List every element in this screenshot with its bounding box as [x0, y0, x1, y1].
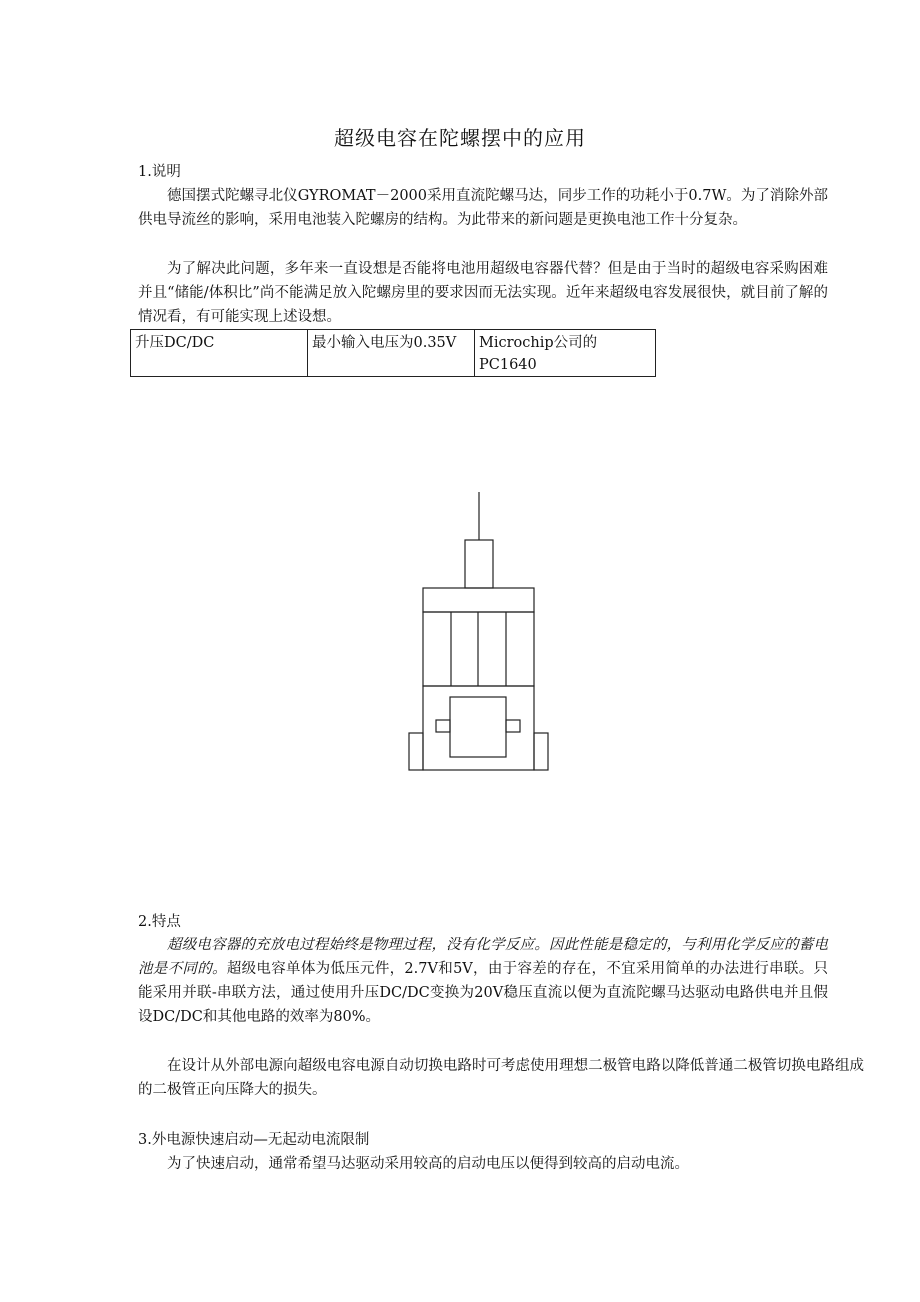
gyroscope-diagram	[405, 490, 555, 775]
section-3-heading: 3.外电源快速启动—无起动电流限制	[138, 1132, 370, 1148]
table-cell: 升压DC/DC	[131, 330, 308, 377]
section-1-paragraph-2: 为了解决此问题，多年来一直设想是否能将电池用超级电容器代替？但是由于当时的超级电容采购困难并且“储能/体积比”尚不能满足放入陀螺房里的要求因而无法实现。近年来超级电容发展很快，就目前了解的情况看，有可能实现上述设想。	[138, 261, 828, 325]
section-2-heading: 2.特点	[138, 914, 181, 930]
section-1-paragraph-1: 德国摆式陀螺寻北仪GYROMAT－2000采用直流陀螺马达，同步工作的功耗小于0.7W。为了消除外部供电导流丝的影响，采用电池装入陀螺房的结构。为此带来的新问题是更换电池工作十分复杂。	[138, 188, 828, 228]
table-cell: 最小输入电压为0.35V	[308, 330, 475, 377]
paragraph-text: 超级电容单体为低压元件，2.7V和5V，由于容差的存在，不宜采用简单的办法进行串联。只能采用并联-串联方法，通过使用升压DC/DC变换为20V稳压直流以便为直流陀螺马达驱动电路供电并且假设DC/DC和其他电路的效率为80%。	[138, 961, 828, 1025]
upper-housing	[423, 588, 534, 612]
table-row	[131, 330, 656, 377]
left-foot	[409, 733, 423, 770]
document-title: 超级电容在陀螺摆中的应用	[334, 126, 586, 150]
right-foot	[534, 733, 548, 770]
top-connector	[465, 540, 493, 588]
section-3-paragraph-1: 为了快速启动，通常希望马达驱动采用较高的启动电压以便得到较高的启动电流。	[167, 1156, 689, 1172]
motor-pin-right	[506, 720, 520, 732]
spec-table	[130, 329, 656, 377]
motor-pin-left	[436, 720, 450, 732]
section-1-heading: 1.说明	[138, 164, 181, 180]
section-2-paragraph-1	[138, 933, 828, 1029]
table-cell: Microchip公司的PC1640	[475, 330, 656, 377]
gyro-motor	[450, 697, 506, 757]
italic-text: 超级电容器的充放电过程始终是物理过程，没有化学反应。因此性能是稳定的，与利用化学反应的蓄电池是不同的。	[138, 937, 828, 977]
section-2-paragraph-2: 在设计从外部电源向超级电容电源自动切换电路时可考虑使用理想二极管电路以降低普通二极管切换电路组成的二极管正向压降大的损失。	[138, 1058, 864, 1098]
